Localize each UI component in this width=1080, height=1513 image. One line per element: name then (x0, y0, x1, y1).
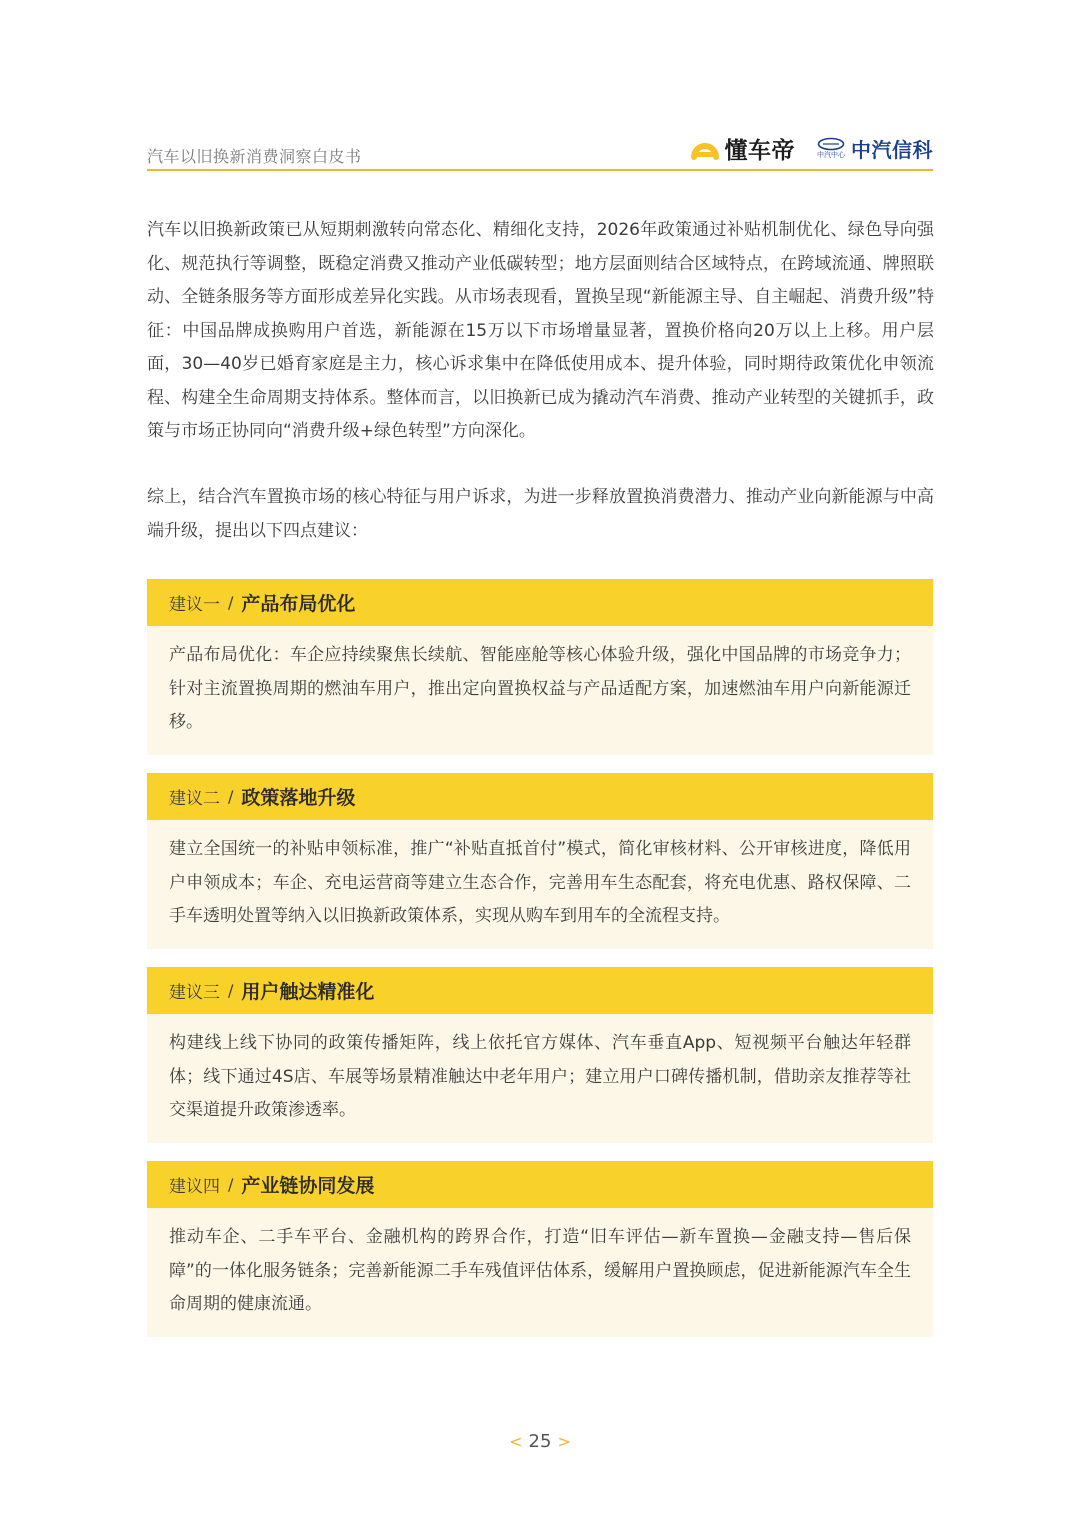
recommendation-card (147, 1161, 933, 1337)
catarc-small-text: 中汽中心 (817, 151, 845, 159)
header-divider (147, 169, 933, 171)
recommendation-number: 建议四 (169, 1177, 220, 1197)
recommendation-body: 推动车企、二手车平台、金融机构的跨界合作，打造“旧车评估—新车置换—金融支持—售后保障”的一体化服务链条；完善新能源二手车残值评估体系，缓解用户置换顾虑，促进新能源汽车全生命周期的健康流通。 (147, 1208, 933, 1337)
recommendation-header (147, 1161, 933, 1208)
catarc-emblem (817, 137, 845, 159)
recommendation-number: 建议二 (169, 789, 220, 809)
dongchedi-mark-icon (691, 135, 719, 161)
dongchedi-wordmark: 懂车帝 (724, 137, 795, 164)
summary-paragraph: 综上，结合汽车置换市场的核心特征与用户诉求，为进一步释放置换消费潜力、推动产业向新能源与中高端升级，提出以下四点建议： (147, 487, 934, 541)
page-right-arrow-icon: > (557, 1432, 571, 1451)
recommendation-card (147, 773, 933, 949)
recommendation-header (147, 967, 933, 1014)
recommendation-title: 产品布局优化 (241, 593, 356, 615)
recommendation-separator: / (228, 1175, 234, 1194)
recommendation-body: 建立全国统一的补贴申领标准，推广“补贴直抵首付”模式，简化审核材料、公开审核进度，降低用户申领成本；车企、充电运营商等建立生态合作，完善用车生态配套，将充电优惠、路权保障、二手车透明处置等纳入以旧换新政策体系，实现从购车到用车的全流程支持。 (147, 820, 933, 949)
dongchedi-logo (691, 132, 796, 165)
recommendation-card (147, 579, 933, 755)
recommendation-title: 用户触达精准化 (241, 981, 375, 1003)
catarc-oval-icon (817, 137, 845, 151)
intro-paragraph: 汽车以旧换新政策已从短期刺激转向常态化、精细化支持，2026年政策通过补贴机制优化、绿色导向强化、规范执行等调整，既稳定消费又推动产业低碳转型；地方层面则结合区域特点，在跨域流通、牌照联动、全链条服务等方面形成差异化实践。从市场表现看，置换呈现“新能源主导、自主崛起、消费升级”特征：中国品牌成换购用户首选，新能源在15万以下市场增量显著，置换价格向20万以上上移。用户层面，30—40岁已婚育家庭是主力，核心诉求集中在降低使用成本、提升体验，同时期待政策优化申领流程、构建全生命周期支持体系。整体而言，以旧换新已成为撬动汽车消费、推动产业转型的关键抓手，政策与市场正协同向“消费升级+绿色转型”方向深化。 (147, 220, 934, 441)
recommendation-title: 产业链协同发展 (241, 1175, 375, 1197)
recommendation-separator: / (228, 787, 234, 806)
recommendation-body: 产品布局优化：车企应持续聚焦长续航、智能座舱等核心体验升级，强化中国品牌的市场竞争力；针对主流置换周期的燃油车用户，推出定向置换权益与产品适配方案，加速燃油车用户向新能源迁移。 (147, 626, 933, 755)
recommendation-card (147, 967, 933, 1143)
zhongqi-wordmark: 中汽信科 (851, 137, 933, 162)
header-logos (691, 130, 934, 166)
recommendation-body: 构建线上线下协同的政策传播矩阵，线上依托官方媒体、汽车垂直App、短视频平台触达年轻群体；线下通过4S店、车展等场景精准触达中老年用户；建立用户口碑传播机制，借助亲友推荐等社交渠道提升政策渗透率。 (147, 1014, 933, 1143)
recommendation-number: 建议三 (169, 983, 220, 1003)
zhongqi-logo (817, 134, 933, 163)
page-left-arrow-icon: < (509, 1432, 523, 1451)
recommendation-separator: / (228, 593, 234, 612)
recommendation-header (147, 579, 933, 626)
page-number-value: 25 (528, 1431, 552, 1452)
page-header (147, 130, 933, 170)
page-number (0, 1431, 1080, 1452)
document-title: 汽车以旧换新消费洞察白皮书 (147, 147, 362, 166)
recommendation-title: 政策落地升级 (241, 787, 356, 809)
recommendation-header (147, 773, 933, 820)
recommendation-number: 建议一 (169, 595, 220, 615)
recommendation-separator: / (228, 981, 234, 1000)
